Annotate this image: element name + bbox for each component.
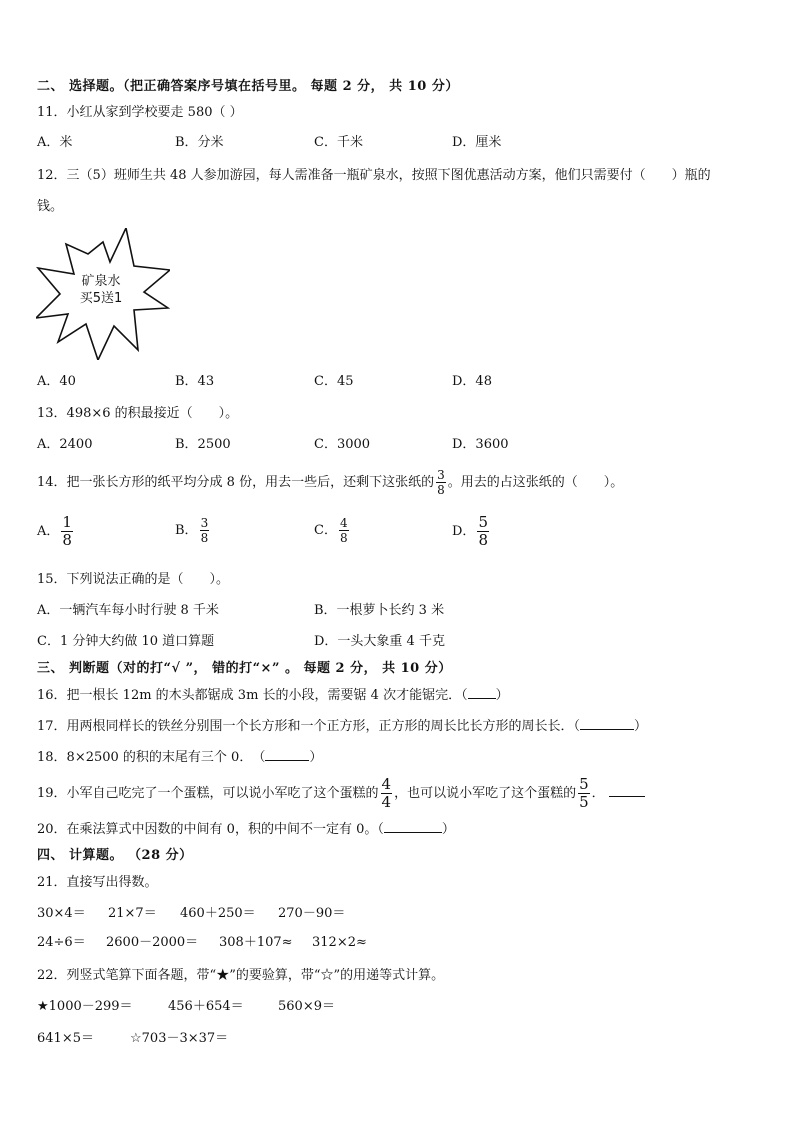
q11-stem: 11．小红从家到学校要走 580（ ） <box>37 105 243 120</box>
q20-stem: 20．在乘法算式中因数的中间有 0，积的中间不一定有 0。（ <box>37 822 384 837</box>
q17-stem: 17．用两根同样长的铁丝分别围一个长方形和一个正方形，正方形的周长比长方形的周长长．（ <box>37 719 581 734</box>
q19-fraction-2 <box>578 776 590 811</box>
q18 <box>37 749 322 767</box>
q17 <box>37 718 647 736</box>
q14-stem-before: 14．把一张长方形的纸平均分成 8 份，用去一些后，还剩下这张纸的 <box>37 475 435 490</box>
q21-item-1: 30×4＝ <box>37 906 86 921</box>
q15-stem: 15．下列说法正确的是（ ）。 <box>37 572 230 587</box>
q19-part3: ． <box>591 786 605 801</box>
fraction-denominator: 5 <box>579 793 589 811</box>
q21-item-4: 270－90＝ <box>278 906 346 921</box>
q12-option-d: D．48 <box>452 374 492 389</box>
option-fraction <box>339 516 349 545</box>
q11-option-d: D．厘米 <box>452 135 502 150</box>
q21-item-3: 460＋250＝ <box>180 906 256 921</box>
q19-fraction-1 <box>381 776 393 811</box>
q22-item-3: 560×9＝ <box>278 999 335 1014</box>
q13-option-d: D．3600 <box>452 437 509 452</box>
fraction-numerator: 4 <box>381 775 392 793</box>
q22-stem: 22．列竖式笔算下面各题，带“★”的要验算，带“☆”的用递等式计算。 <box>37 968 445 983</box>
option-fraction <box>61 514 73 549</box>
fraction-denominator: 4 <box>381 793 392 811</box>
fraction-numerator: 3 <box>200 516 209 530</box>
q14-stem-fraction <box>436 468 446 497</box>
promo-line-2: 买5送1 <box>79 291 123 306</box>
q14-option-b <box>175 514 211 548</box>
q15-option-c: C．1 分钟大约做 10 道口算题 <box>37 634 215 649</box>
q18-answer-blank[interactable] <box>265 760 309 761</box>
fraction-numerator: 1 <box>62 513 72 531</box>
option-label: D． <box>452 524 476 539</box>
fraction-denominator: 8 <box>437 483 445 497</box>
q16-answer-blank[interactable] <box>468 698 496 699</box>
fraction-numerator: 5 <box>478 513 488 531</box>
fraction-denominator: 8 <box>478 531 488 549</box>
q21-item-7: 308＋107≈ <box>219 935 293 950</box>
q20-answer-blank[interactable] <box>384 832 442 833</box>
q15-option-a: A．一辆汽车每小时行驶 8 千米 <box>37 603 219 618</box>
q22-item-2: 456＋654＝ <box>168 999 244 1014</box>
q12-option-b: B．43 <box>175 374 215 389</box>
fraction-denominator: 8 <box>62 531 72 549</box>
q17-end: ） <box>634 719 648 734</box>
q12-stem-line2: 钱。 <box>37 199 64 214</box>
q21-item-8: 312×2≈ <box>312 935 367 950</box>
q12-option-c: C．45 <box>314 374 354 389</box>
q21-item-5: 24÷6＝ <box>37 935 86 950</box>
option-fraction <box>477 514 489 549</box>
q13-option-a: A．2400 <box>37 437 93 452</box>
q14-option-d <box>452 514 491 549</box>
q13-option-c: C．3000 <box>314 437 371 452</box>
option-fraction <box>200 516 210 545</box>
q19-answer-blank[interactable] <box>609 796 645 797</box>
q19-part2: ，也可以说小军吃了这个蛋糕的 <box>394 786 577 801</box>
q19 <box>37 776 645 812</box>
promo-text <box>70 273 132 307</box>
q15-option-b: B．一根萝卜长约 3 米 <box>314 603 445 618</box>
option-label: C． <box>314 523 337 538</box>
fraction-denominator: 8 <box>200 531 209 545</box>
section-4-heading: 四、 计算题。 （28 分） <box>37 848 193 863</box>
q14-option-a <box>37 514 75 549</box>
q11-option-a: A．米 <box>37 135 73 150</box>
option-label: B． <box>175 523 198 538</box>
q20 <box>37 821 455 839</box>
q11-option-b: B．分米 <box>175 135 224 150</box>
q16 <box>37 687 509 705</box>
fraction-numerator: 5 <box>579 775 589 793</box>
q13-stem: 13．498×6 的积最接近（ ）。 <box>37 406 239 421</box>
fraction-denominator: 8 <box>339 531 348 545</box>
q20-end: ） <box>441 822 455 837</box>
fraction-numerator: 4 <box>339 516 348 530</box>
promo-line-1: 矿泉水 <box>81 274 121 289</box>
q12-stem-line1: 12．三（5）班师生共 48 人参加游园，每人需准备一瓶矿泉水，按照下图优惠活动方案，他们只需要付（ ）瓶的 <box>37 168 711 183</box>
q17-answer-blank[interactable] <box>580 729 634 730</box>
q22-item-5: ☆703－3×37＝ <box>130 1031 229 1046</box>
q14-option-c <box>314 514 351 548</box>
q16-end: ） <box>495 688 509 703</box>
q21-item-6: 2600－2000＝ <box>106 935 199 950</box>
q22-item-4: 641×5＝ <box>37 1031 94 1046</box>
q14-stem-after: 。用去的占这张纸的（ ）。 <box>447 475 624 490</box>
q21-stem: 21．直接写出得数。 <box>37 875 158 890</box>
fraction-numerator: 3 <box>437 468 445 482</box>
q19-part1: 19．小军自己吃完了一个蛋糕，可以说小军吃了这个蛋糕的 <box>37 786 379 801</box>
q16-stem: 16．把一根长 12m 的木头都锯成 3m 长的小段，需要锯 4 次才能锯完．（ <box>37 688 468 703</box>
q21-item-2: 21×7＝ <box>108 906 157 921</box>
q12-option-a: A．40 <box>37 374 76 389</box>
section-2-heading: 二、 选择题。（把正确答案序号填在括号里。 每题 2 分， 共 10 分） <box>37 79 459 94</box>
q15-option-d: D．一头大象重 4 千克 <box>314 634 445 649</box>
q11-option-c: C．千米 <box>314 135 363 150</box>
q18-end: ） <box>309 750 323 765</box>
option-label: A． <box>37 524 60 539</box>
q22-item-1: ★1000－299＝ <box>37 999 133 1014</box>
q18-stem: 18．8×2500 的积的末尾有三个 0． （ <box>37 750 266 765</box>
section-3-heading: 三、 判断题（对的打“√ ”， 错的打“×” 。 每题 2 分， 共 10 分） <box>37 661 452 676</box>
q14-stem <box>37 468 623 498</box>
q13-option-b: B．2500 <box>175 437 231 452</box>
